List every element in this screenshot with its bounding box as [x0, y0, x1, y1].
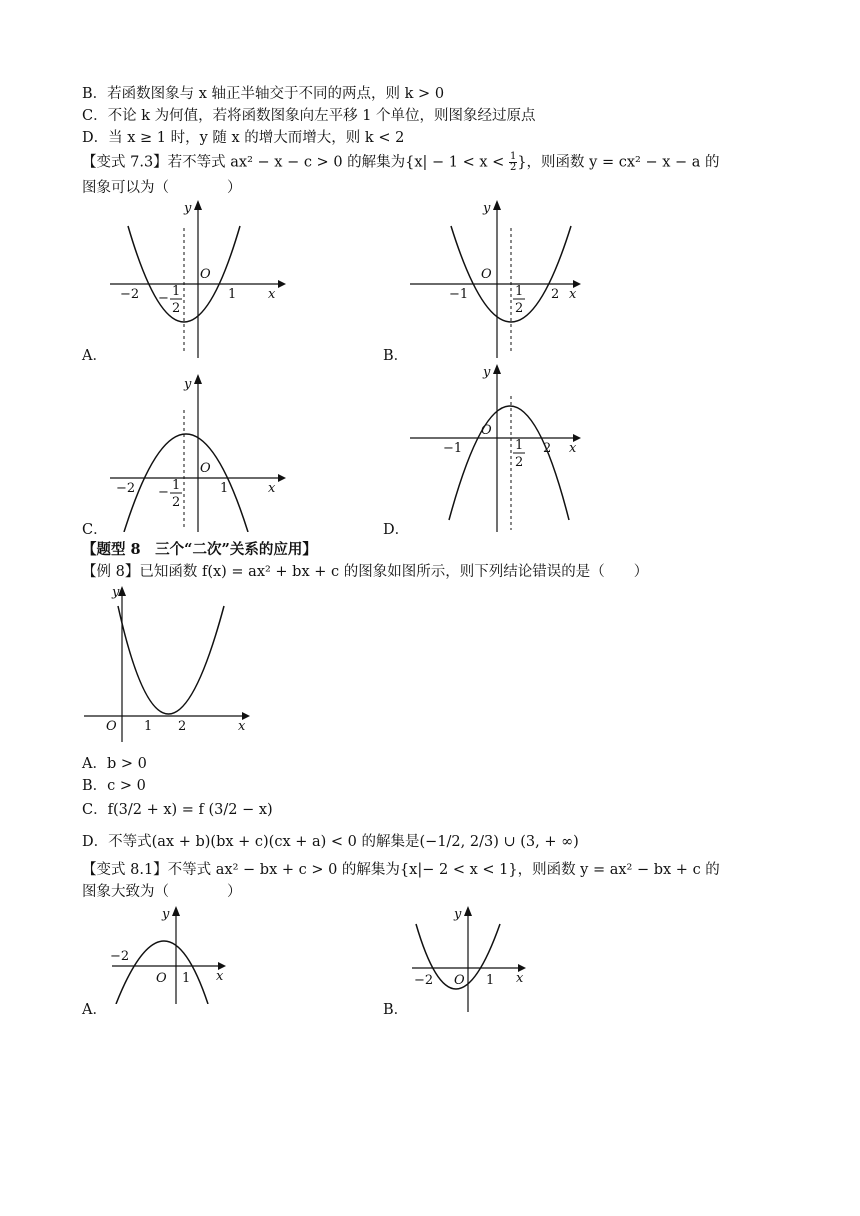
x-axis-label: x [268, 481, 276, 496]
graph-7-3-a-label: A． [82, 348, 107, 364]
tick-neg2: −2 [414, 973, 434, 988]
graph-7-3-c [100, 372, 300, 532]
y-axis-label: y [454, 907, 462, 922]
y-axis-label: y [483, 365, 491, 380]
tick-half-den: 2 [172, 301, 181, 316]
graph-8-1-a-label: A． [82, 1002, 107, 1018]
variant-7-3-question [82, 152, 720, 173]
option-c-text: C．不论 k 为何值，若将函数图象向左平移 1 个单位，则图象经过原点 [82, 108, 536, 124]
option-d-suffix: ) ∪ (3, + ∞) [493, 834, 579, 850]
tick-neg2: −2 [116, 481, 136, 496]
x-axis-label: x [516, 971, 524, 986]
variant-7-3-text-b: }，则函数 y = cx² − x − a 的 [517, 154, 720, 171]
y-axis-label: y [184, 377, 192, 392]
tick-minus: − [158, 291, 169, 306]
y-axis-label: y [162, 907, 170, 922]
tick-1: 1 [220, 481, 229, 496]
section-8-title: 【题型 8 三个“二次”关系的应用】 [82, 541, 317, 558]
option-d-mid: 1/2, 2/3 [437, 834, 494, 850]
origin-label: O [106, 719, 117, 734]
graph-7-3-d [405, 362, 605, 532]
example-8-text: 已知函数 f(x) = ax² + bx + c 的图象如图所示，则下列结论错误的是（ ） [139, 564, 649, 580]
variant-7-3-question-line2: 图象可以为（ ） [82, 180, 242, 196]
y-axis-label: y [112, 585, 120, 600]
origin-label: O [200, 461, 211, 476]
tick-half-num: 1 [515, 438, 524, 453]
origin-label: O [454, 973, 465, 988]
option-c-prefix: C．f [82, 802, 113, 818]
tick-neg2: −2 [110, 949, 130, 964]
graph-7-3-b [405, 198, 605, 358]
variant-7-3-tag: 【变式 7.3】 [82, 154, 168, 171]
example-8-question [82, 562, 648, 582]
tick-1: 1 [182, 971, 191, 986]
graph-7-3-c-label: C． [82, 522, 108, 538]
origin-label: O [481, 267, 492, 282]
y-axis-label: y [184, 201, 192, 216]
example-8-tag: 【例 8】 [82, 564, 140, 580]
variant-8-1-tag: 【变式 8.1】 [82, 862, 168, 878]
x-axis-label: x [569, 287, 577, 302]
tick-minus: − [158, 485, 169, 500]
tick-1: 1 [486, 973, 495, 988]
example-8-option-d [82, 832, 579, 852]
graph-8-1-b-label: B． [383, 1002, 409, 1018]
tick-2: 2 [551, 287, 560, 302]
graph-7-3-d-label: D． [383, 522, 410, 538]
tick-half-num: 1 [172, 478, 181, 493]
example-8-option-a: A．b > 0 [82, 756, 147, 772]
option-d-prefix: D．不等式(ax + b)(bx + c)(cx + a) < 0 的解集是(− [82, 834, 438, 850]
example-8-option-c [82, 800, 273, 820]
option-c-body: (3/2 + x) = f (3/2 − x) [112, 802, 273, 818]
tick-neg2: −2 [120, 287, 140, 302]
tick-1: 1 [228, 287, 237, 302]
x-axis-label: x [569, 441, 577, 456]
origin-label: O [156, 971, 167, 986]
origin-label: O [200, 267, 211, 282]
tick-half-den: 2 [515, 301, 524, 316]
tick-1: 1 [144, 719, 153, 734]
tick-half-num: 1 [172, 284, 181, 299]
graph-8-1-b [408, 904, 538, 1014]
frac-num: 1 [509, 151, 517, 162]
variant-8-1-question-line2: 图象大致为（ ） [82, 884, 242, 900]
graph-7-3-a [100, 198, 300, 358]
variant-8-1-question [82, 860, 720, 880]
variant-8-1-text: 不等式 ax² − bx + c > 0 的解集为{x|− 2 < x < 1}，则函数 y = ax² − bx + c 的 [167, 862, 720, 878]
option-d-text: D．当 x ≥ 1 时，y 随 x 的增大而增大，则 k < 2 [82, 130, 405, 146]
graph-8-1-a [108, 904, 238, 1004]
variant-7-3-text-a: 若不等式 ax² − x − c > 0 的解集为{x| − 1 < x < [167, 154, 505, 171]
option-b-text: B．若函数图象与 x 轴正半轴交于不同的两点，则 k > 0 [82, 86, 445, 102]
tick-2: 2 [543, 441, 552, 456]
graph-example-8 [84, 584, 264, 744]
tick-neg1: −1 [449, 287, 469, 302]
frac-den: 2 [509, 162, 517, 173]
x-axis-label: x [268, 287, 276, 302]
x-axis-label: x [238, 719, 246, 734]
example-8-option-b: B．c > 0 [82, 778, 146, 794]
origin-label: O [481, 423, 492, 438]
tick-half-num: 1 [515, 284, 524, 299]
y-axis-label: y [483, 201, 491, 216]
tick-half-den: 2 [172, 495, 181, 510]
x-axis-label: x [216, 969, 224, 984]
graph-7-3-b-label: B． [383, 348, 409, 364]
tick-half-den: 2 [515, 455, 524, 470]
tick-neg1: −1 [443, 441, 463, 456]
tick-2: 2 [178, 719, 187, 734]
